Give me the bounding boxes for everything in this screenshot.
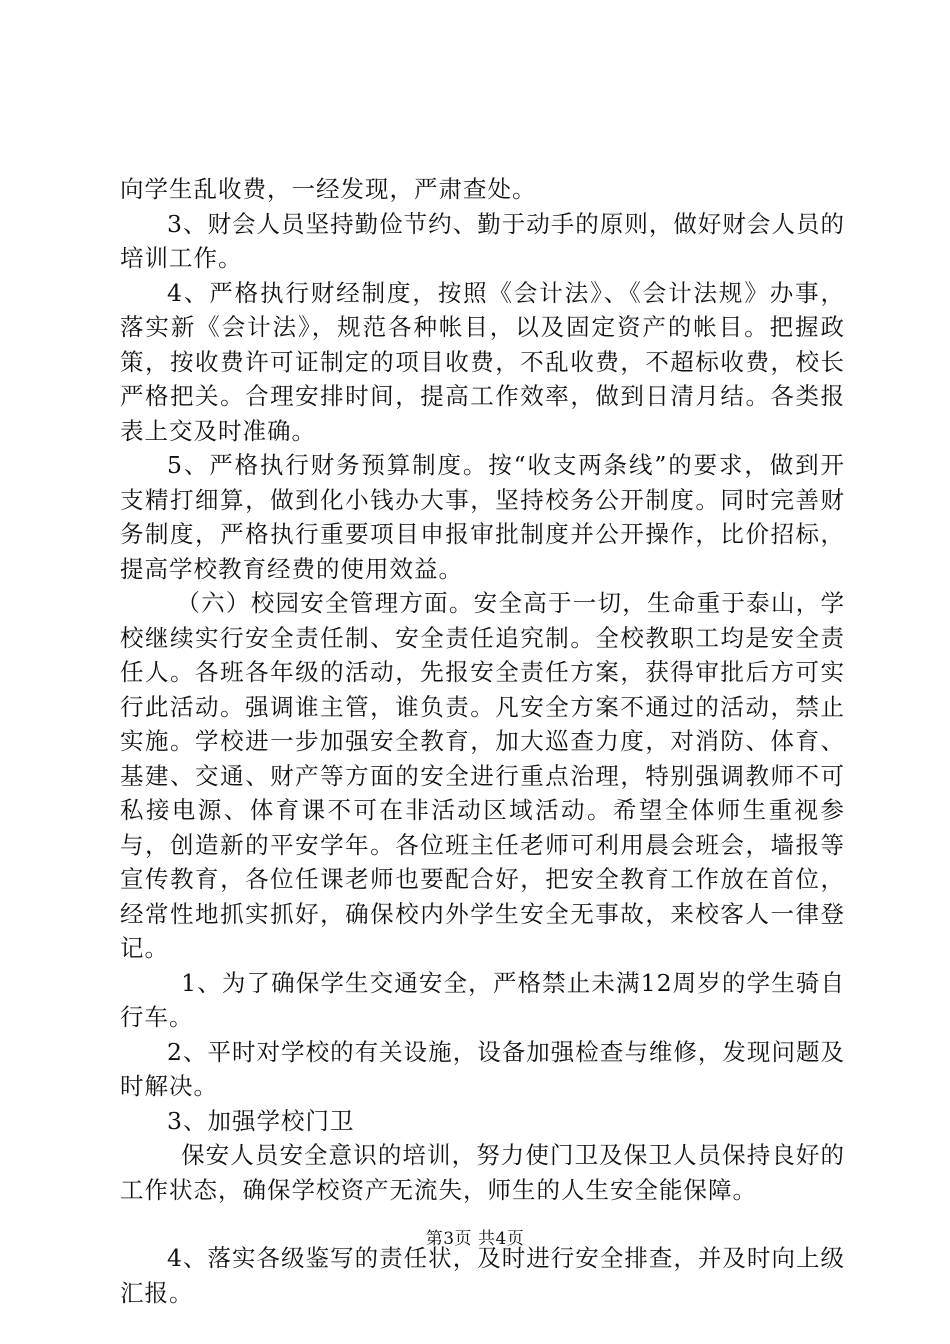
paragraph-budget-system: 5、严格执行财务预算制度。按“收支两条线”的要求，做到开支精打细算，做到化小钱办大事，坚持校务公开制度。同时完善财务制度，严格执行重要项目申报审批制度并公开操作，比价招标，提高学校教育经费的使用效益。 xyxy=(120,451,845,583)
paragraph-school-gate: 3、加强学校门卫 xyxy=(167,1106,355,1135)
paragraph-facility-inspection: 2、平时对学校的有关设施，设备加强检查与维修，发现问题及时解决。 xyxy=(120,1037,845,1100)
paragraph-traffic-safety: 1、为了确保学生交通安全，严格禁止未满12周岁的学生骑自行车。 xyxy=(120,968,845,1031)
page-number: 第3页 共4页 xyxy=(425,1229,525,1249)
paragraph-fee-warning: 向学生乱收费，一经发现，严肃查处。 xyxy=(120,175,537,203)
paragraph-accounting-staff: 3、财会人员坚持勤俭节约、勤于动手的原则，做好财会人员的培训工作。 xyxy=(120,209,845,272)
document-body xyxy=(120,172,845,1310)
paragraph-responsibility-report: 4、落实各级鉴写的责任状，及时进行安全排查，并及时向上级汇报。 xyxy=(120,1244,845,1307)
paragraph-campus-safety: （六）校园安全管理方面。安全高于一切，生命重于泰山，学校继续实行安全责任制、安全责任追究制。全校教职工均是安全责任人。各班各年级的活动，先报安全责任方案，获得审批后方可实行此活动。强调谁主管，谁负责。凡安全方案不通过的活动，禁止实施。学校进一步加强安全教育，加大巡查力度，对消防、体育、基建、交通、财产等方面的安全进行重点治理，特别强调教师不可私接电源、体育课不可在非活动区域活动。希望全体师生重视参与，创造新的平安学年。各位班主任老师可利用晨会班会，墙报等宣传教育，各位任课老师也要配合好，把安全教育工作放在首位，经常性地抓实抓好，确保校内外学生安全无事故，来校客人一律登记。 xyxy=(120,589,845,962)
paragraph-security-training: 保安人员安全意识的培训，努力使门卫及保卫人员保持良好的工作状态，确保学校资产无流失，师生的人生安全能保障。 xyxy=(120,1141,845,1204)
paragraph-finance-rules: 4、严格执行财经制度，按照《会计法》、《会计法规》办事，落实新《会计法》，规范各种帐目，以及固定资产的帐目。把握政策，按收费许可证制定的项目收费，不乱收费，不超标收费，校长严格把关。合理安排时间，提高工作效率，做到日清月结。各类报表上交及时准确。 xyxy=(120,278,845,445)
